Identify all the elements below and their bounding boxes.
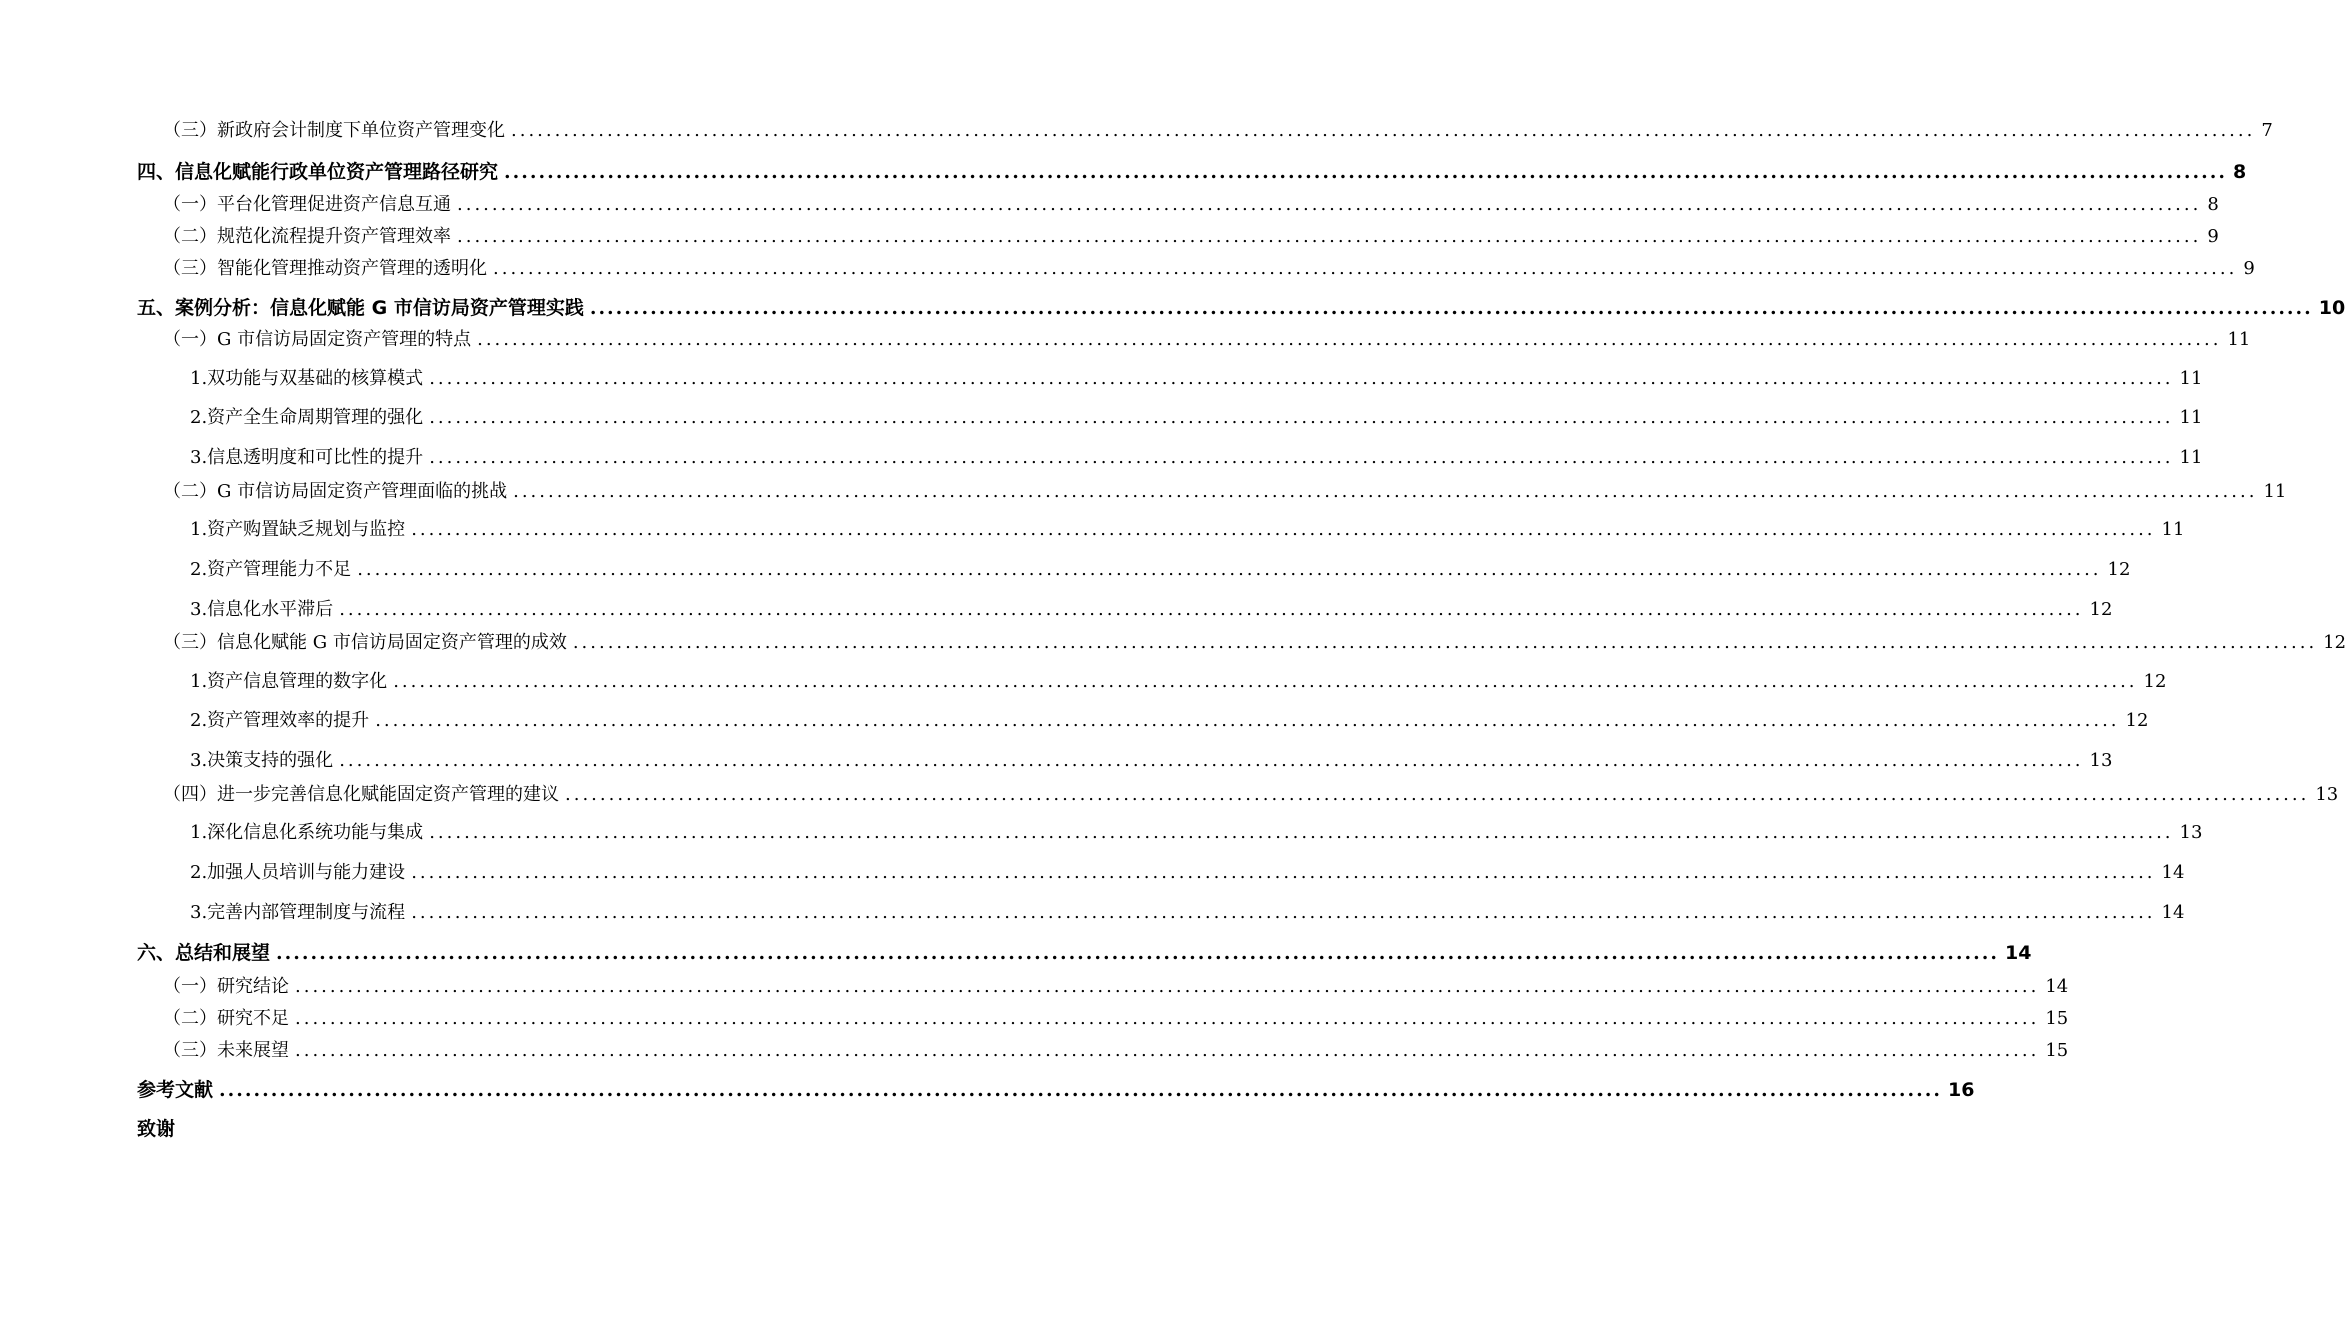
- toc-entry[interactable]: [163, 1004, 2069, 1034]
- toc-entry[interactable]: [190, 443, 2203, 473]
- toc-entry-title: 1.资产信息管理的数字化: [190, 671, 388, 692]
- toc-dot-leader: ........................................................................................................................................................................................................: [565, 784, 2310, 805]
- toc-dot-leader: ........................................................................................................................................................................................................: [295, 1040, 2040, 1061]
- toc-entry-title: （二）G 市信访局固定资产管理面临的挑战: [163, 481, 508, 502]
- toc-dot-leader: ........................................................................................................................................................................................................: [339, 750, 2084, 771]
- toc-entry-title: 致谢: [137, 1118, 176, 1140]
- toc-entry-page: 14: [2161, 902, 2185, 923]
- toc-dot-leader: ........................................................................................................................................................................................................: [219, 1079, 1942, 1101]
- toc-entry[interactable]: [163, 254, 2255, 284]
- toc-entry[interactable]: [163, 190, 2219, 220]
- toc-dot-leader: ........................................................................................................................................................................................................: [375, 710, 2120, 731]
- toc-dot-leader: ........................................................................................................................................................................................................: [276, 942, 1999, 964]
- toc-entry-title: 2.资产管理能力不足: [190, 559, 352, 580]
- toc-entry-title: 3.完善内部管理制度与流程: [190, 902, 406, 923]
- toc-entry[interactable]: [137, 1075, 1975, 1105]
- toc-entry-title: 六、总结和展望: [137, 942, 271, 964]
- toc-entry-page: 12: [2089, 599, 2113, 620]
- toc-entry-title: （一）G 市信访局固定资产管理的特点: [163, 329, 472, 350]
- toc-dot-leader: ........................................................................................................................................................................................................: [572, 632, 2318, 653]
- toc-dot-leader: ........................................................................................................................................................................................................: [393, 671, 2138, 692]
- toc-entry[interactable]: [190, 555, 2131, 585]
- toc-dot-leader: ........................................................................................................................................................................................................: [504, 161, 2227, 183]
- toc-entry[interactable]: [163, 972, 2069, 1002]
- toc-entry-title: （三）信息化赋能 G 市信访局固定资产管理的成效: [163, 632, 567, 653]
- toc-entry-page: 14: [2004, 942, 2032, 964]
- toc-dot-leader: ........................................................................................................................................................................................................: [589, 297, 2313, 319]
- toc-entry-page: 8: [2207, 194, 2219, 215]
- toc-entry-page: 12: [2143, 671, 2167, 692]
- toc-entry-page: 10: [2318, 297, 2346, 319]
- toc-entry-page: 8: [2232, 161, 2247, 183]
- toc-entry-page: 15: [2045, 1008, 2069, 1029]
- toc-entry-title: 3.信息化水平滞后: [190, 599, 334, 620]
- toc-dot-leader: ........................................................................................................................................................................................................: [295, 976, 2040, 997]
- toc-entry[interactable]: [190, 364, 2203, 394]
- toc-entry-title: 参考文献: [137, 1079, 214, 1101]
- toc-dot-leader: ........................................................................................................................................................................................................: [513, 481, 2258, 502]
- toc-entry-title: （四）进一步完善信息化赋能固定资产管理的建议: [163, 784, 559, 805]
- toc-entry-title: 1.资产购置缺乏规划与监控: [190, 519, 406, 540]
- toc-entry[interactable]: [190, 858, 2185, 888]
- toc-entry-title: （二）研究不足: [163, 1008, 289, 1029]
- toc-entry-page: 11: [2179, 368, 2203, 389]
- toc-entry-title: （三）智能化管理推动资产管理的透明化: [163, 258, 487, 279]
- toc-entry-page: 16: [1947, 1079, 1975, 1101]
- toc-entry[interactable]: [190, 667, 2167, 697]
- toc-dot-leader: ........................................................................................................................................................................................................: [295, 1008, 2040, 1029]
- toc-entry[interactable]: [163, 1036, 2069, 1066]
- toc-dot-leader: ........................................................................................................................................................................................................: [411, 902, 2156, 923]
- toc-entry-page: 13: [2315, 784, 2339, 805]
- toc-entry[interactable]: [163, 628, 2346, 658]
- toc-entry-page: 11: [2179, 447, 2203, 468]
- toc-entry-title: 四、信息化赋能行政单位资产管理路径研究: [137, 161, 499, 183]
- toc-entry-page: 11: [2179, 407, 2203, 428]
- toc-entry[interactable]: [163, 222, 2219, 252]
- toc-dot-leader: ........................................................................................................................................................................................................: [457, 194, 2202, 215]
- toc-entry[interactable]: [190, 706, 2149, 736]
- toc-entry-title: 3.决策支持的强化: [190, 750, 334, 771]
- toc-entry-page: 7: [2261, 120, 2273, 141]
- toc-entry[interactable]: [190, 595, 2113, 625]
- toc-entry[interactable]: [163, 477, 2287, 507]
- toc-entry-title: （三）新政府会计制度下单位资产管理变化: [163, 120, 505, 141]
- toc-entry-page: 14: [2045, 976, 2069, 997]
- toc-entry-page: 9: [2207, 226, 2219, 247]
- toc-entry[interactable]: [137, 938, 2032, 968]
- toc-entry-page: 12: [2323, 632, 2346, 653]
- toc-entry[interactable]: [163, 116, 2273, 146]
- toc-dot-leader: ........................................................................................................................................................................................................: [339, 599, 2084, 620]
- toc-entry-title: 2.加强人员培训与能力建设: [190, 862, 406, 883]
- toc-dot-leader: ........................................................................................................................................................................................................: [429, 447, 2174, 468]
- toc-dot-leader: ........................................................................................................................................................................................................: [511, 120, 2256, 141]
- toc-entry[interactable]: [163, 325, 2251, 355]
- toc-entry[interactable]: [190, 898, 2185, 928]
- toc-entry-title: 五、案例分析：信息化赋能 G 市信访局资产管理实践: [137, 297, 584, 319]
- toc-entry-page: 12: [2107, 559, 2131, 580]
- toc-dot-leader: ........................................................................................................................................................................................................: [429, 822, 2174, 843]
- toc-entry[interactable]: [137, 157, 2247, 187]
- toc-entry-title: （三）未来展望: [163, 1040, 289, 1061]
- toc-entry-title: 2.资产管理效率的提升: [190, 710, 370, 731]
- toc-dot-leader: ........................................................................................................................................................................................................: [429, 368, 2174, 389]
- toc-dot-leader: ........................................................................................................................................................................................................: [493, 258, 2238, 279]
- toc-entry[interactable]: [163, 780, 2339, 810]
- toc-entry-page: 13: [2089, 750, 2113, 771]
- toc-entry[interactable]: [137, 293, 2346, 323]
- toc-entry[interactable]: [190, 515, 2185, 545]
- toc-entry-page: 9: [2243, 258, 2255, 279]
- toc-dot-leader: ........................................................................................................................................................................................................: [357, 559, 2102, 580]
- toc-entry-title: 1.双功能与双基础的核算模式: [190, 368, 424, 389]
- toc-entry-page: 11: [2227, 329, 2251, 350]
- toc-entry[interactable]: [190, 746, 2113, 776]
- toc-entry[interactable]: [137, 1114, 850, 1144]
- toc-entry[interactable]: [190, 818, 2203, 848]
- toc-entry-page: 13: [2179, 822, 2203, 843]
- toc-entry-title: 3.信息透明度和可比性的提升: [190, 447, 424, 468]
- toc-entry-page: 12: [2125, 710, 2149, 731]
- toc-entry-title: 1.深化信息化系统功能与集成: [190, 822, 424, 843]
- toc-entry-title: （二）规范化流程提升资产管理效率: [163, 226, 451, 247]
- toc-entry-title: （一）研究结论: [163, 976, 289, 997]
- toc-entry-page: 15: [2045, 1040, 2069, 1061]
- toc-dot-leader: ........................................................................................................................................................................................................: [411, 519, 2156, 540]
- toc-dot-leader: ........................................................................................................................................................................................................: [457, 226, 2202, 247]
- toc-entry-title: 2.资产全生命周期管理的强化: [190, 407, 424, 428]
- toc-dot-leader: ........................................................................................................................................................................................................: [411, 862, 2156, 883]
- toc-entry-page: 11: [2263, 481, 2287, 502]
- toc-dot-leader: ........................................................................................................................................................................................................: [477, 329, 2222, 350]
- toc-entry-page: 11: [2161, 519, 2185, 540]
- toc-dot-leader: ........................................................................................................................................................................................................: [429, 407, 2174, 428]
- toc-entry-page: 14: [2161, 862, 2185, 883]
- toc-entry-title: （一）平台化管理促进资产信息互通: [163, 194, 451, 215]
- toc-entry[interactable]: [190, 403, 2203, 433]
